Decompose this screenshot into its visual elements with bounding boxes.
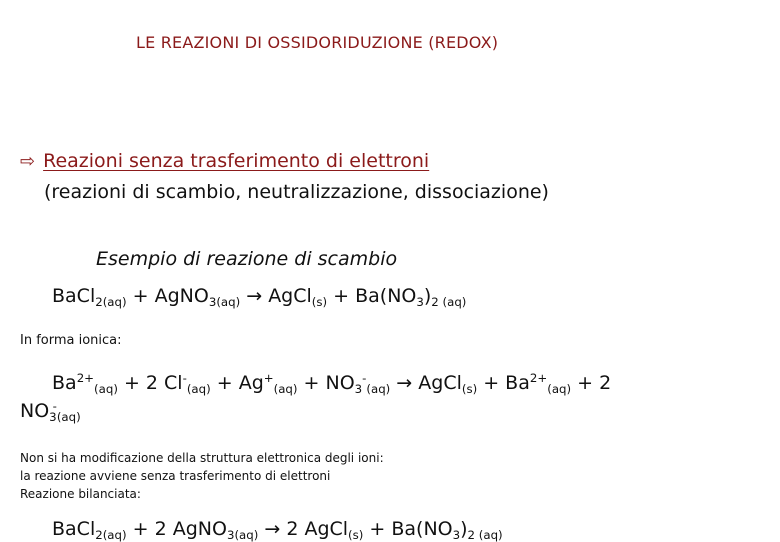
note-line: Non si ha modificazione della struttura elettronica degli ioni: [20,451,384,465]
eq2-no3-state: (aq) [366,382,391,397]
eq2-no3-charge: - [362,370,367,385]
eq3-product2: + Ba(NO [363,518,453,540]
eq2-cl-charge: - [182,370,187,385]
note-line: Reazione bilanciata: [20,487,141,501]
eq1-reactant1: BaCl [52,285,96,307]
eq2-agcl: AgCl [418,372,462,394]
example-heading: Esempio di reazione di scambio [96,248,398,270]
eq3-reaction-arrow: → [258,518,287,540]
eq3-product2-subscript: 2 (aq) [467,528,503,542]
eq1-reactant1-subscript: 2(aq) [95,295,127,310]
eq1-product2: Ba(NO [355,285,417,307]
eq2-ag: + Ag [210,372,264,394]
eq2-ba-product-charge: 2+ [529,370,548,385]
eq1-reactant2: AgNO [154,285,209,307]
eq3-reactant1: BaCl [52,518,96,540]
eq3-product2-close: ) [460,518,468,540]
eq1-product2-close: ) [423,285,432,307]
eq2-reaction-arrow: → [390,372,419,394]
eq2-no3-product-subscript: 3 [49,410,57,425]
ionic-form-label: In forma ionica: [20,333,122,348]
note-line: la reazione avviene senza trasferimento di elettroni [20,469,331,483]
eq2-cl: + 2 Cl [117,372,183,394]
explanation-note [20,449,620,503]
eq2-no3-subscript: 3 [354,382,363,397]
eq3-reactant2-subscript: 3(aq) [226,528,259,542]
eq3-product1-subscript: (s) [348,528,364,542]
eq3-reactant2: + 2 AgNO [126,518,227,540]
eq2-no3: + NO [297,372,355,394]
eq2-ba-charge: 2+ [76,370,95,385]
equation-ionic-line1 [52,370,612,397]
eq2-tail: + 2 [571,372,612,394]
eq1-product2-subscript: 2 (aq) [431,295,467,310]
eq2-ba-product: + Ba [477,372,530,394]
eq3-reactant1-subscript: 2(aq) [95,528,127,542]
eq1-product1: AgCl [268,285,312,307]
page-title: LE REAZIONI DI OSSIDORIDUZIONE (REDOX) [136,33,499,52]
eq2-no3-product: NO [20,400,50,422]
eq2-cl-state: (aq) [186,382,211,397]
eq2-ba-product-state: (aq) [547,382,572,397]
section-subheading: (reazioni di scambio, neutralizzazione, dissociazione) [44,181,549,203]
eq2-ba-state: (aq) [94,382,118,397]
eq1-plus: + [126,285,155,307]
eq1-plus2: + [327,285,356,307]
equation-ionic-line2 [20,398,81,425]
arrow-right-icon: ⇨ [20,151,36,172]
equation-balanced [52,518,503,540]
eq2-agcl-state: (s) [461,382,478,397]
eq3-product2-inner-subscript: 3 [452,528,461,542]
section-heading [20,150,429,172]
equation-molecular [52,285,467,310]
eq1-reactant2-subscript: 3(aq) [208,295,241,310]
eq1-product1-subscript: (s) [311,295,328,310]
eq2-no3-product-state: (aq) [56,410,81,425]
eq3-product1: 2 AgCl [286,518,349,540]
eq2-no3-product-charge: - [52,398,57,413]
eq1-product2-inner-subscript: 3 [416,295,424,310]
eq1-reaction-arrow: → [240,285,269,307]
eq2-ba: Ba [52,372,77,394]
eq2-ag-state: (aq) [273,382,298,397]
section-heading-text: Reazioni senza trasferimento di elettroni [43,150,430,172]
eq2-ag-charge: + [263,370,274,385]
